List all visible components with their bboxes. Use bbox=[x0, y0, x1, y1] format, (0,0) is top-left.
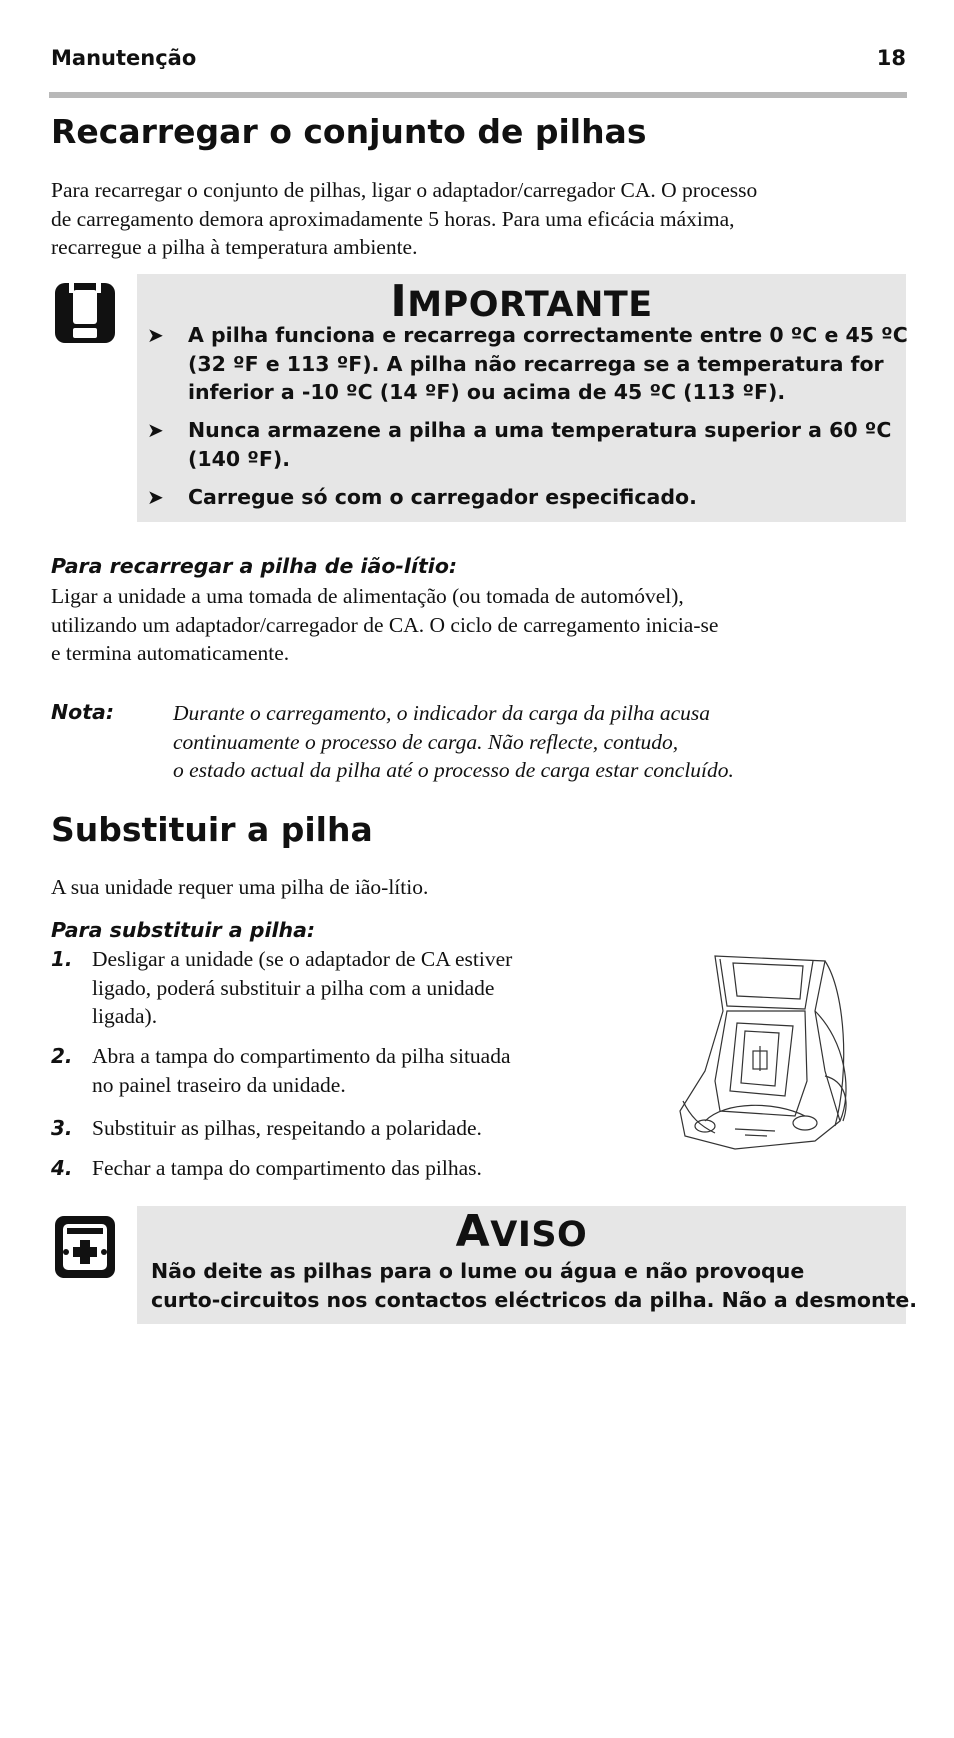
exclamation-icon bbox=[53, 281, 117, 345]
important-title: IMPORTANTE bbox=[390, 276, 653, 327]
step-number: 3. bbox=[51, 1116, 73, 1140]
warning-text: Não deite as pilhas para o lume ou água e não provoque curto-circuitos nos contactos eléctricos da pilha. Não a desmonte. bbox=[151, 1259, 918, 1312]
note-label: Nota: bbox=[51, 700, 115, 724]
ambulance-icon bbox=[53, 1214, 117, 1280]
replace-intro: A sua unidade requer uma pilha de ião-lítio. bbox=[51, 875, 429, 899]
header-divider bbox=[49, 92, 907, 98]
page-number: 18 bbox=[876, 46, 906, 70]
warning-title: AVISO bbox=[455, 1206, 588, 1257]
note-text: Durante o carregamento, o indicador da carga da pilha acusa continuamente o processo de carga. Não reflecte, contudo, o estado actual da pilha até o processo de carga estar concluído. bbox=[173, 701, 734, 782]
arrow-bullet-icon: ➤ bbox=[147, 485, 164, 509]
battery-compartment-illustration bbox=[675, 951, 865, 1151]
recharge-intro-paragraph bbox=[51, 176, 757, 262]
running-header-title: Manutenção bbox=[51, 46, 197, 70]
important-callout: IMPORTANTE ➤ A pilha funciona e recarrega correctamente entre 0 ºC e 45 ºC (32 ºF e 113 ºF). A pilha não recarrega se a temperatura for inferior a -10 ºC (14 ºF) ou acima de 45 ºC (113 ºF). ➤ Nunca armazene a pilha a uma temperatura superior a 60 ºC (140 ºF). ➤ Carregue só com o carregador especificado. bbox=[137, 274, 906, 522]
warning-callout bbox=[137, 1206, 918, 1324]
section-heading-replace: Substituir a pilha bbox=[51, 810, 373, 849]
arrow-bullet-icon: ➤ bbox=[147, 323, 164, 347]
arrow-bullet-icon: ➤ bbox=[147, 418, 164, 442]
step-number: 2. bbox=[51, 1044, 73, 1068]
recharge-procedure-paragraph: Ligar a unidade a uma tomada de alimentação (ou tomada de automóvel), utilizando um adaptador/carregador de CA. O ciclo de carregamento inicia-se e termina automaticamente. bbox=[51, 584, 719, 665]
paragraph-line: recarregue a pilha à temperatura ambiente. bbox=[51, 235, 418, 259]
paragraph-line: Para recarregar o conjunto de pilhas, ligar o adaptador/carregador CA. O processo bbox=[51, 178, 758, 202]
step-number: 4. bbox=[51, 1156, 73, 1180]
section-heading-recharge: Recarregar o conjunto de pilhas bbox=[51, 112, 647, 151]
step-number: 1. bbox=[51, 947, 73, 971]
procedure-title-replace: Para substituir a pilha: bbox=[51, 918, 316, 942]
procedure-title-recharge: Para recarregar a pilha de ião-lítio: bbox=[51, 554, 458, 578]
paragraph-line: de carregamento demora aproximadamente 5 horas. Para uma eficácia máxima, bbox=[51, 206, 735, 231]
